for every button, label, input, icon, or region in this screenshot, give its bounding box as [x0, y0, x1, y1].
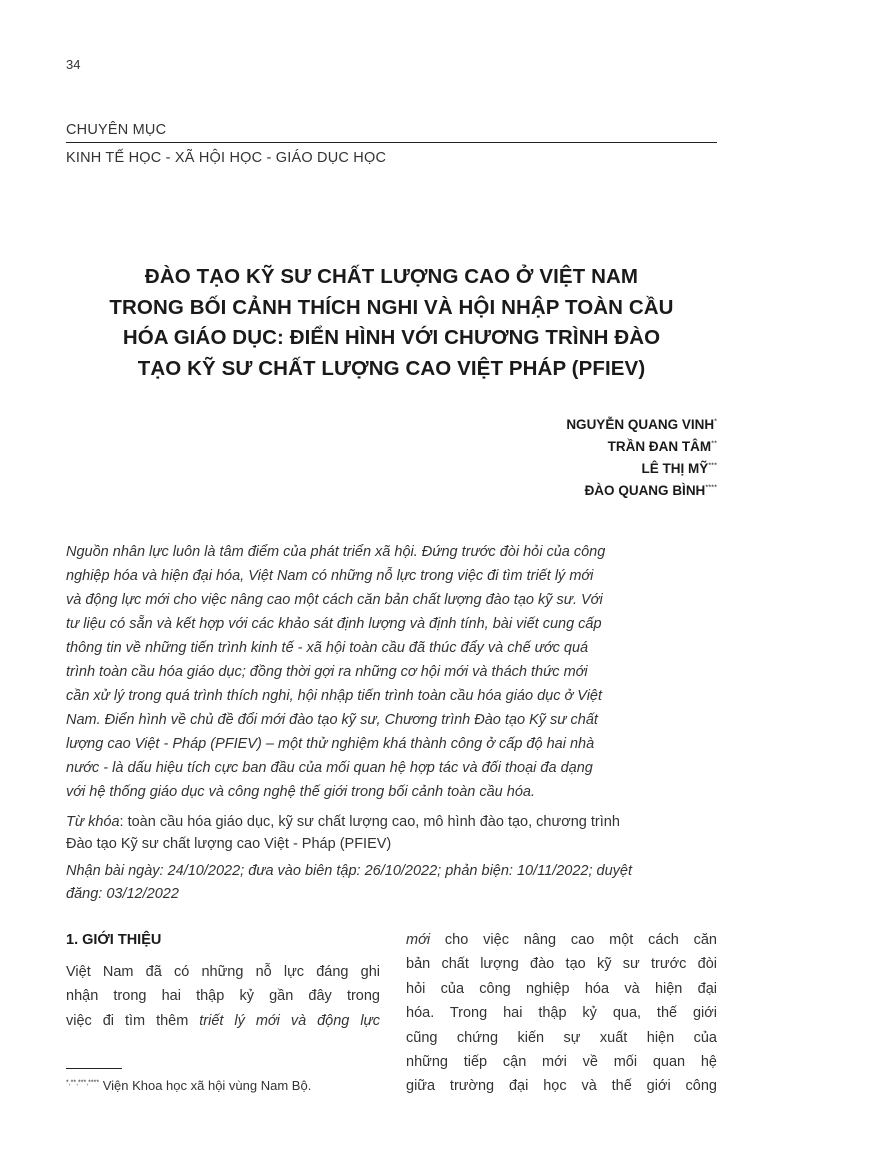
abstract-line: nghiệp hóa và hiện đại hóa, Việt Nam có những nỗ lực trong việc đi tìm triết lý mới	[66, 568, 594, 584]
author-name: LÊ THỊ MỸ	[641, 461, 709, 476]
footnote-marks: *,**,***,****	[66, 1079, 100, 1087]
section-label: CHUYÊN MỤC	[66, 122, 167, 138]
keywords-text: : toàn cầu hóa giáo dục, kỹ sư chất lượng cao, mô hình đào tạo, chương trình	[119, 814, 620, 830]
keywords-line	[66, 811, 717, 833]
abstract-line: nước - là dấu hiệu tích cực ban đầu của mối quan hệ hợp tác và đối thoại đa dạng	[66, 760, 593, 776]
body-line	[66, 1009, 380, 1033]
body-line: nhận trong hai thập kỷ gần đây trong	[66, 988, 380, 1005]
body-column-left	[66, 960, 380, 1033]
title-line: TẠO KỸ SƯ CHẤT LƯỢNG CAO VIỆT PHÁP (PFIEV)	[137, 356, 646, 380]
body-line: hóa. Trong hai thập kỷ qua, thế giới	[406, 1005, 717, 1022]
body-column-right	[406, 928, 717, 1099]
author-list	[566, 414, 717, 502]
abstract-line: cần xử lý trong quá trình thích nghi, hội nhập tiến trình toàn cầu hóa giáo dục ở Việt	[66, 688, 603, 704]
abstract	[66, 540, 717, 804]
body-line	[406, 928, 717, 952]
abstract-line: lượng cao Việt - Pháp (PFIEV) – một thử nghiệm khá thành công ở cấp độ hai nhà	[66, 736, 595, 752]
title-line: ĐÀO TẠO KỸ SƯ CHẤT LƯỢNG CAO Ở VIỆT NAM	[144, 265, 639, 288]
footnote-divider	[66, 1068, 122, 1069]
abstract-line: thông tin về những tiến trình kinh tế - xã hội toàn cầu đã thúc đẩy và chế ước quá	[66, 640, 589, 656]
article-dates	[66, 860, 717, 906]
page-number: 34	[66, 57, 81, 72]
abstract-line: Nguồn nhân lực luôn là tâm điểm của phát triển xã hội. Đứng trước đòi hỏi của công	[66, 544, 606, 560]
abstract-line: Nam. Điển hình về chủ đề đổi mới đào tạo kỹ sư, Chương trình Đào tạo Kỹ sư chất	[66, 712, 598, 728]
title-line: TRONG BỐI CẢNH THÍCH NGHI VÀ HỘI NHẬP TOÀN CẦU	[109, 295, 674, 319]
keywords-label: Từ khóa	[66, 814, 120, 830]
dates-line: Nhận bài ngày: 24/10/2022; đưa vào biên tập: 26/10/2022; phản biện: 10/11/2022; duyệt	[66, 863, 633, 879]
body-line: những tiếp cận mới về mối quan hệ	[406, 1053, 717, 1070]
section-heading: 1. GIỚI THIỆU	[66, 932, 162, 948]
body-line: giữa trường đại học và thế giới công	[406, 1078, 717, 1095]
author	[566, 480, 717, 502]
author	[566, 458, 717, 480]
body-text: cho việc nâng cao một cách căn	[430, 932, 717, 948]
body-line: bản chất lượng đào tạo kỹ sư trước đòi	[406, 956, 717, 973]
dates-line: đăng: 03/12/2022	[66, 886, 179, 902]
body-line: cũng chứng kiến sự xuất hiện của	[406, 1029, 717, 1046]
author-mark: ****	[705, 482, 717, 492]
author-name: NGUYỄN QUANG VINH	[566, 417, 715, 432]
author-mark: *	[714, 416, 717, 426]
body-emphasis: mới	[406, 932, 431, 948]
keywords-line: Đào tạo Kỹ sư chất lượng cao Việt - Pháp (PFIEV)	[66, 836, 392, 852]
abstract-line: và động lực mới cho việc nâng cao một cách căn bản chất lượng đào tạo kỹ sư. Với	[66, 592, 603, 608]
keywords	[66, 811, 717, 855]
author-mark: **	[711, 438, 717, 448]
article-title	[66, 262, 717, 384]
author-mark: ***	[708, 460, 717, 470]
author	[566, 436, 717, 458]
abstract-line: trình toàn cầu hóa giáo dục; đồng thời gợi ra những cơ hội mới và thách thức mới	[66, 664, 588, 680]
author-name: TRẦN ĐAN TÂM	[607, 439, 712, 454]
footnote-text: Viện Khoa học xã hội vùng Nam Bộ.	[99, 1078, 312, 1093]
body-emphasis: triết lý mới và động lực	[199, 1012, 380, 1029]
abstract-line: tư liệu có sẵn và kết hợp với các khảo sát định lượng và định tính, bài viết cung cấp	[66, 616, 602, 632]
body-line: hỏi của công nghiệp hóa và hiện đại	[406, 980, 717, 997]
author-name: ĐÀO QUANG BÌNH	[584, 483, 706, 498]
abstract-line: với hệ thống giáo dục và công nghệ thế giới trong bối cảnh toàn cầu hóa.	[66, 784, 535, 800]
title-line: HÓA GIÁO DỤC: ĐIỂN HÌNH VỚI CHƯƠNG TRÌNH ĐÀO	[122, 326, 661, 349]
author	[566, 414, 717, 436]
body-text: việc đi tìm thêm	[66, 1012, 200, 1029]
section-divider	[66, 142, 717, 143]
section-subtitle: KINH TẾ HỌC - XÃ HỘI HỌC - GIÁO DỤC HỌC	[66, 150, 387, 166]
body-line: Việt Nam đã có những nỗ lực đáng ghi	[66, 964, 380, 980]
footnote	[66, 1078, 311, 1093]
